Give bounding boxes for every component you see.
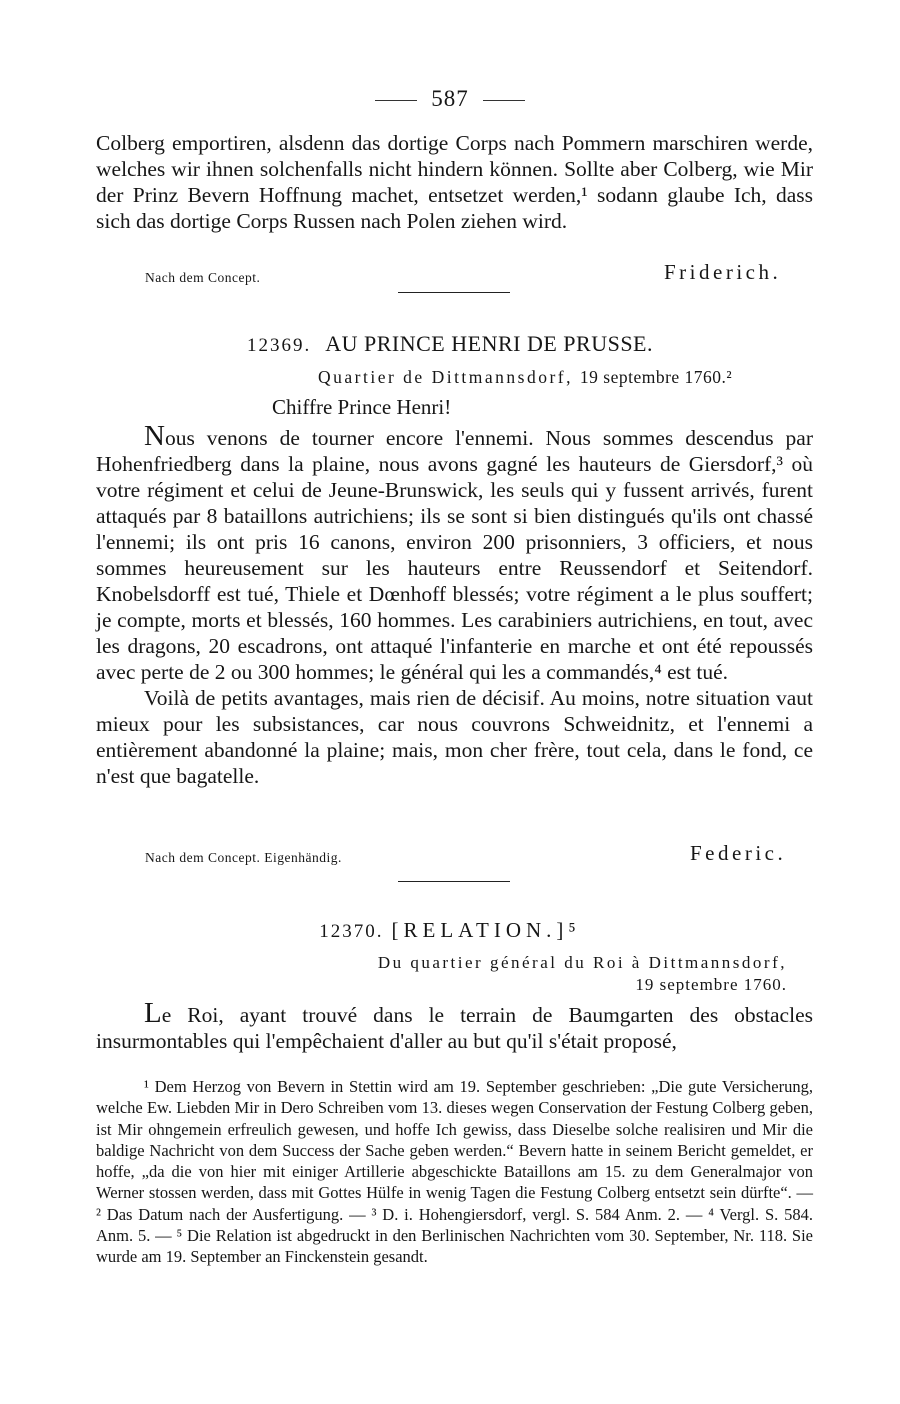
letter-12370-dropcap: L (144, 997, 162, 1029)
letter-12369-body (96, 420, 813, 789)
footnotes-block (96, 1076, 813, 1268)
letter-12369-source-note: Nach dem Concept. Eigenhändig. (145, 850, 342, 865)
letter-12369-paragraph-1-text: ous venons de tourner encore l'ennemi. Nous sommes descendus par Hohenfriedberg dans la plaine, nous avons gagné les hauteurs de Giersdorf,³ où votre régiment et celui de Jeune-Brunswick, les seuls qui y fussent arrivés, furent attaqués par 8 bataillons autrichiens; ils se sont si bien distingués qu'ils ont chassé l'ennemi; ils ont pris 16 canons, environ 200 prisonniers, 3 officiers, et nous sommes heureusement sur les hauteurs entre Reussendorf et Seitendorf. Knobelsdorff est tué, Thiele et Dœnhoff blessés; votre régiment a le plus souffert; je compte, morts et blessés, 160 hommes. Les carabiniers autrichiens, en tout, avec les dragons, 20 escadrons, ont attaqué l'infanterie en marche et ont été repoussés avec perte de 2 ou 300 hommes; le général qui les a commandés,⁴ est tué. (96, 426, 813, 684)
letter-12369-signature: Federic. (690, 841, 787, 865)
continuation-source-note: Nach dem Concept. (145, 270, 261, 285)
continuation-text-block (96, 130, 813, 234)
continuation-paragraph: Colberg emportiren, alsdenn das dortige Corps nach Pommern marschiren werde, welches wir ihnen solchenfalls nicht hindern können. Sollte aber Colberg, wie Mir der Prinz Bevern Hoffnung machet, entsetzet werden,¹ sodann glaube Ich, dass sich das dortige Corps Russen nach Polen ziehen wird. (96, 131, 813, 233)
section-divider-2 (398, 881, 510, 882)
letter-12369-salutation: Chiffre Prince Henri! (272, 395, 452, 419)
letter-12369-title: AU PRINCE HENRI DE PRUSSE. (325, 331, 653, 356)
letter-12369-number: 12369. (246, 335, 312, 356)
page-number: 587 (431, 86, 469, 111)
letter-12370-heading (0, 918, 900, 943)
letter-12370-body (96, 997, 813, 1054)
page-header (0, 86, 900, 112)
section-divider-1 (398, 292, 510, 293)
letter-12369-place: Quartier de Dittmannsdorf, (318, 367, 574, 387)
letter-12370-number: 12370. (319, 921, 384, 942)
letter-12370-date: 19 septembre 1760. (635, 975, 787, 994)
continuation-signature: Friderich. (664, 260, 782, 284)
letter-12369-dropcap: N (144, 420, 165, 452)
letter-12369-date: 19 septembre 1760.² (579, 367, 733, 387)
letter-12370-paragraph-1 (96, 997, 813, 1054)
letter-12370-title: [RELATION.]⁵ (391, 918, 581, 942)
header-dash-left (375, 100, 417, 101)
letter-12369-paragraph-2: Voilà de petits avantages, mais rien de décisif. Au moins, notre situation vaut mieux pour les subsistances, car nous couvrons Schweidnitz, et l'ennemi a entièrement abandonné la plaine; mais, mon cher frère, tout cela, dans le fond, ce n'est que bagatelle. (96, 686, 813, 788)
letter-12370-paragraph-1-text: e Roi, ayant trouvé dans le terrain de Baumgarten des obstacles insurmontables qui l'empêchaient d'aller au but qu'il s'était proposé, (96, 1003, 813, 1053)
letter-12369-paragraph-1 (96, 420, 813, 685)
header-dash-right (483, 100, 525, 101)
letter-12370-place: Du quartier général du Roi à Dittmannsdorf, (377, 953, 787, 972)
letter-12369-place-date (318, 367, 732, 388)
footnotes-text: ¹ Dem Herzog von Bevern in Stettin wird am 19. September geschrieben: „Die gute Versicherung, welche Ew. Liebden Mir in Dero Schreiben vom 13. dieses wegen Conservation der Festung Colberg geben, ist Mir ohngemein erfreulich gewesen, und hoffe Ich gewiss, dass Dieselbe solche realisiren und Mir die baldige Nachricht von dem Success der Sache geben werden.“ Bevern hatte in seinem Bericht gemeldet, er hoffe, „da die von hier mit einiger Artillerie abgeschickte Bataillons am 15. zu dem Generalmajor von Werner stossen werden, dass mit Gottes Hülfe in wenig Tagen die Festung Colberg entsetzt sein dürfte“. — ² Das Datum nach der Ausfertigung. — ³ D. i. Hohengiersdorf, vergl. S. 584 Anm. 2. — ⁴ Vergl. S. 584. Anm. 5. — ⁵ Die Relation ist abgedruckt in den Berlinischen Nachrichten vom 30. September, Nr. 118. Sie wurde am 19. September an Finckenstein gesandt. (96, 1077, 813, 1267)
letter-12369-heading (0, 331, 900, 357)
